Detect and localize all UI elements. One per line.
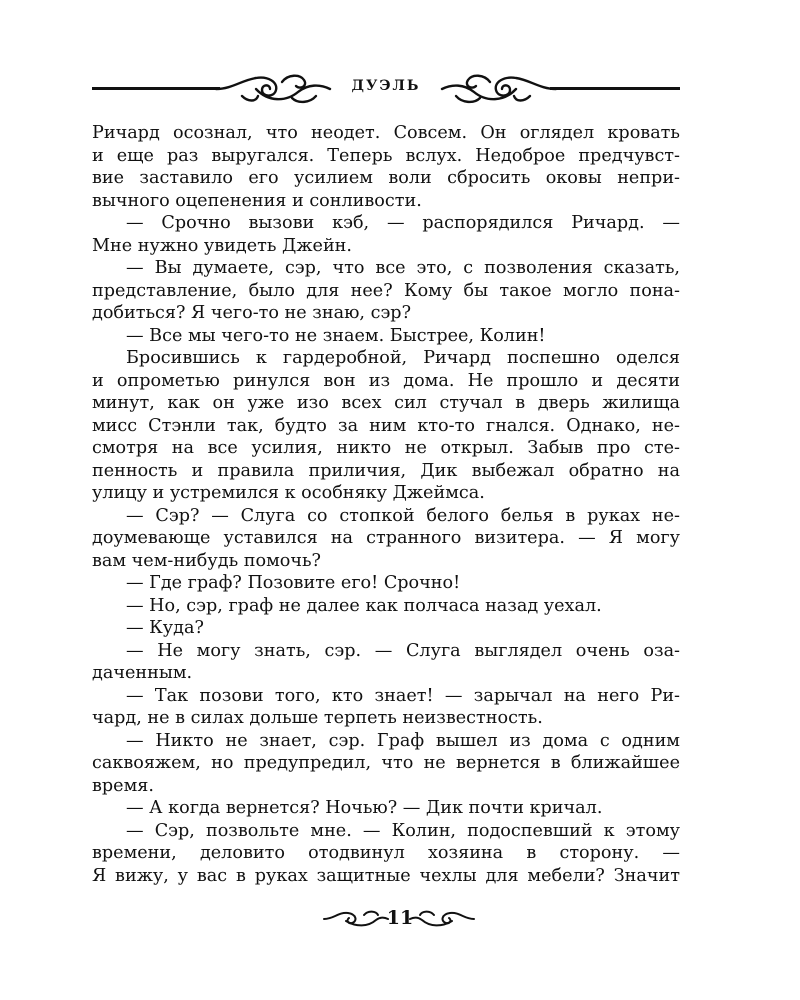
text-line: доумевающе уставился на странного визитера. — Я могу (92, 528, 680, 548)
text-line: вычного оцепенения и сонливости. (92, 190, 422, 211)
text-line: мисс Стэнли так, будто за ним кто-то гнался. Однако, не- (92, 415, 680, 436)
text-line: и опрометью ринулся вон из дома. Не прошло и десяти (92, 370, 680, 391)
text-line: пенность и правила приличия, Дик выбежал обратно на (92, 460, 680, 481)
text-line: саквояжем, но предупредил, что не вернется в ближайшее (92, 753, 680, 773)
page-number: 11 (386, 907, 414, 929)
text-line: Бросившись к гардеробной, Ричард поспешно оделся (126, 348, 680, 368)
running-header (92, 68, 680, 108)
text-line: — Так позови того, кто знает! — зарычал на него Ри- (126, 685, 680, 706)
text-line: смотря на все усилия, никто не открыл. Забыв про сте- (92, 438, 680, 458)
text-line: чард, не в силах дольше терпеть неизвестность. (92, 708, 543, 728)
page-footer (0, 905, 800, 933)
text-line: времени, деловито отодвинул хозяина в сторону. — (92, 843, 680, 863)
text-line: Ричард осознал, что неодет. Совсем. Он оглядел кровать (92, 123, 680, 143)
text-line: — Сэр? — Слуга со стопкой белого белья в руках не- (126, 505, 680, 526)
text-line: минут, как он уже изо всех сил стучал в дверь жилища (92, 393, 680, 413)
text-line: добиться? Я чего-то не знаю, сэр? (92, 303, 411, 323)
text-line: — Куда? (126, 618, 204, 638)
text-line: — Никто не знает, сэр. Граф вышел из дома с одним (126, 730, 680, 751)
text-line: — Срочно вызови кэб, — распорядился Ричард. — (126, 213, 680, 233)
text-line: и еще раз выругался. Теперь вслух. Недоброе предчувст- (92, 145, 680, 166)
text-line: — Все мы чего-то не знаем. Быстрее, Колин! (126, 325, 546, 346)
text-line: Я вижу, у вас в руках защитные чехлы для мебели? Значит (92, 865, 680, 886)
text-line: — А когда вернется? Ночью? — Дик почти кричал. (126, 798, 603, 818)
body-text (92, 122, 680, 887)
text-line: — Где граф? Позовите его! Срочно! (126, 573, 461, 593)
text-line: улицу и устремился к особняку Джеймса. (92, 483, 485, 503)
text-line: Мне нужно увидеть Джейн. (92, 235, 352, 256)
text-line: вие заставило его усилием воли сбросить оковы непри- (92, 168, 680, 188)
text-line: — Но, сэр, граф не далее как полчаса назад уехал. (126, 595, 602, 616)
text-line: — Сэр, позвольте мне. — Колин, подоспевший к этому (126, 820, 680, 841)
text-line: вам чем-нибудь помочь? (92, 550, 321, 571)
text-line: представление, было для нее? Кому бы такое могло пона- (92, 280, 680, 301)
header-rule-right (550, 87, 680, 90)
header-title: ДУЭЛЬ (351, 78, 421, 94)
text-line: — Вы думаете, сэр, что все это, с позволения сказать, (126, 258, 680, 278)
text-line: время. (92, 775, 154, 796)
text-line: даченным. (92, 663, 193, 683)
flourish-ornament-icon (408, 909, 476, 929)
text-line: — Не могу знать, сэр. — Слуга выглядел очень оза- (126, 640, 680, 661)
flourish-ornament-icon (438, 70, 560, 108)
